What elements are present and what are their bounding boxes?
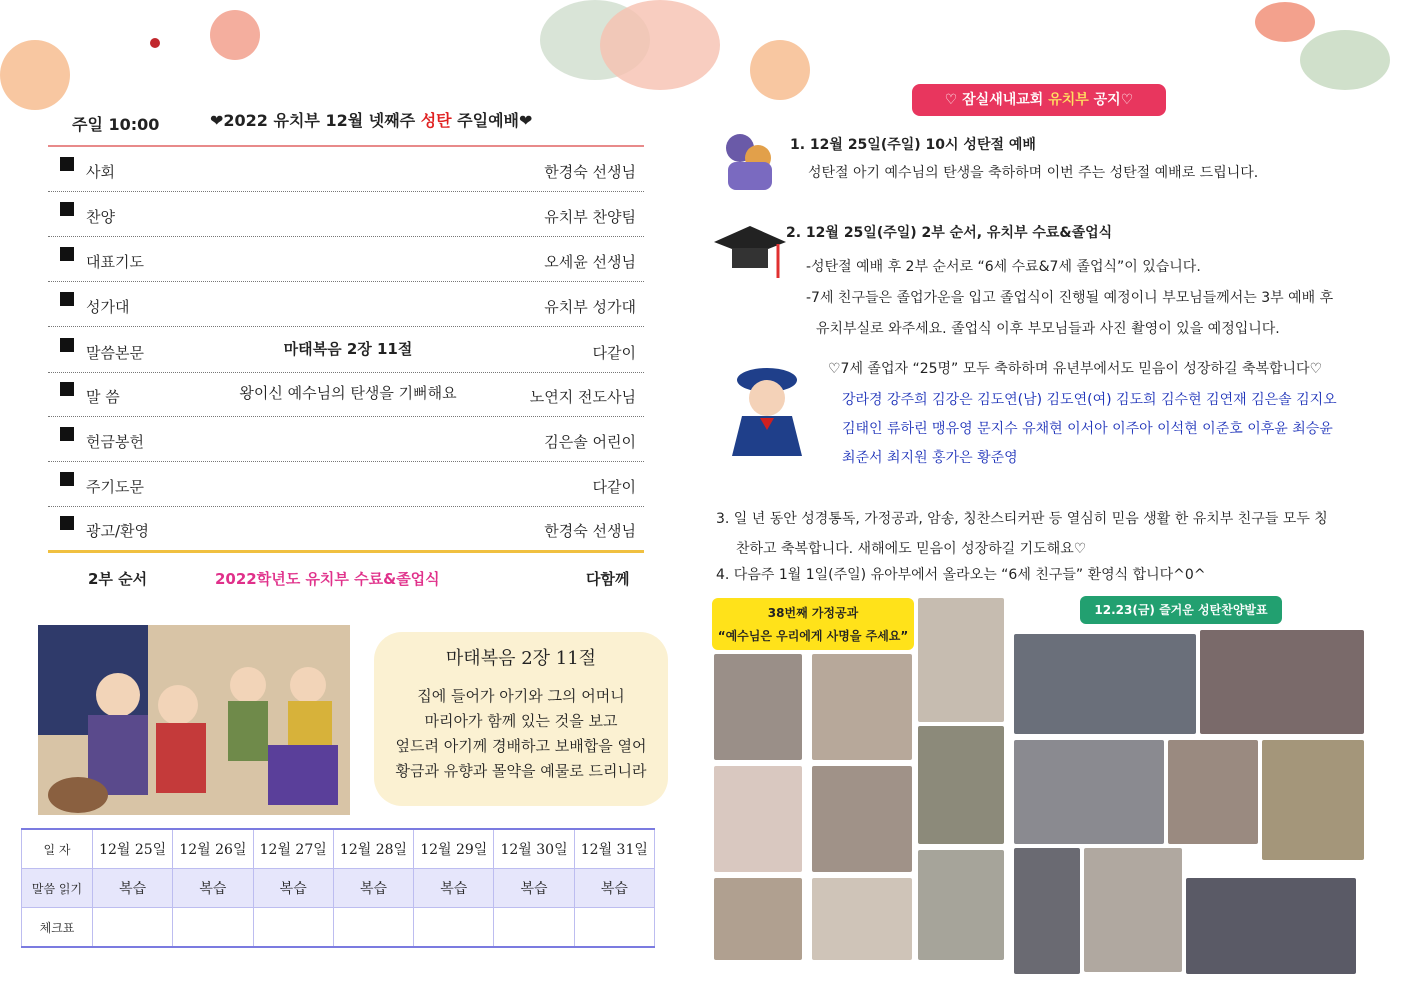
order-who: 다같이 xyxy=(592,344,636,362)
order-label: 말 씀 xyxy=(86,388,120,406)
service-title: ❤2022 유치부 12월 넷째주 성탄 주일예배❤ xyxy=(210,111,533,130)
verse-line: 집에 들어가 아기와 그의 어머니 xyxy=(417,687,625,705)
check-cell[interactable] xyxy=(414,908,494,948)
order-who: 노연지 전도사님 xyxy=(529,388,636,406)
notice-2-title: 2. 12월 25일(주일) 2부 순서, 유치부 수료&졸업식 xyxy=(786,225,1113,241)
photo xyxy=(714,766,802,872)
part2-label: 2부 순서 xyxy=(88,570,148,588)
date-cell: 12월 29일 xyxy=(414,829,494,869)
order-label: 말씀본문 xyxy=(86,344,144,362)
notice-4: 4. 다음주 1월 1일(주일) 유아부에서 올라오는 “6세 친구들” 환영식 합니다^0^ xyxy=(716,567,1206,583)
notice-2-body: -성탄절 예배 후 2부 순서로 “6세 수료&7세 졸업식”이 있습니다. -7세 친구들은 졸업가운을 입고 졸업식이 진행될 예정이니 부모님들께서는 3부 예배 후 유치부실로 와주세요. 졸업식 이후 부모님들과 사진 촬영이 있을 예정입니다. xyxy=(806,259,1334,337)
order-label: 성가대 xyxy=(86,298,130,316)
order-row xyxy=(48,237,644,282)
photo xyxy=(1262,740,1364,860)
bullet-square-icon xyxy=(60,157,74,171)
order-label: 대표기도 xyxy=(86,253,144,271)
order-detail: 왕이신 예수님의 탄생을 기뻐해요 xyxy=(239,384,457,402)
order-who: 김은솔 어린이 xyxy=(544,433,636,451)
part2-title: 2022학년도 유치부 수료&졸업식 xyxy=(215,570,440,588)
service-time: 주일 10:00 xyxy=(72,115,160,134)
flower-decoration xyxy=(600,0,720,90)
order-label: 주기도문 xyxy=(86,478,144,496)
photo xyxy=(1200,630,1364,734)
photo xyxy=(1014,848,1080,974)
order-detail: 마태복음 2장 11절 xyxy=(283,340,413,358)
verse-box xyxy=(374,632,668,806)
order-label: 찬양 xyxy=(86,208,115,226)
check-cell[interactable] xyxy=(253,908,333,948)
order-row xyxy=(48,192,644,237)
order-row xyxy=(48,372,644,417)
photo xyxy=(812,766,912,872)
carol-event-label: 12.23(금) 즐거운 성탄찬양발표 xyxy=(1080,596,1282,624)
order-who: 오세윤 선생님 xyxy=(544,253,636,271)
notice-banner: ♡ 잠실새내교회 유치부 공지♡ xyxy=(912,84,1166,116)
nativity-illustration xyxy=(38,625,350,815)
bullet-square-icon xyxy=(60,382,74,396)
photo xyxy=(812,654,912,760)
row-label: 말씀 읽기 xyxy=(22,869,93,908)
reading-cell: 복습 xyxy=(494,869,574,908)
photo xyxy=(918,850,1004,960)
verse-line: 마리아가 함께 있는 것을 보고 xyxy=(424,712,618,730)
check-cell[interactable] xyxy=(574,908,654,948)
order-row xyxy=(48,417,644,462)
verse-title: 마태복음 2장 11절 xyxy=(445,648,597,669)
order-who: 유치부 찬양팀 xyxy=(544,208,636,226)
flower-decoration xyxy=(0,40,70,110)
bullet-square-icon xyxy=(60,338,74,352)
row-label: 일 자 xyxy=(22,829,93,869)
order-row xyxy=(48,506,644,551)
date-cell: 12월 27일 xyxy=(253,829,333,869)
photo xyxy=(1014,740,1164,844)
part2-who: 다함께 xyxy=(586,570,630,588)
notice-1-body: 성탄절 아기 예수님의 탄생을 축하하며 이번 주는 성탄절 예배로 드립니다. xyxy=(808,165,1259,181)
bullet-square-icon xyxy=(60,292,74,306)
order-label: 광고/환영 xyxy=(86,522,150,540)
order-row xyxy=(48,147,644,192)
photo xyxy=(714,878,802,960)
reading-cell: 복습 xyxy=(173,869,253,908)
holy-family-icon xyxy=(718,126,780,192)
bullet-square-icon xyxy=(60,516,74,530)
date-cell: 12월 25일 xyxy=(93,829,173,869)
order-row xyxy=(48,328,644,373)
bullet-square-icon xyxy=(60,202,74,216)
graduation-message: ♡7세 졸업자 “25명” 모두 축하하며 유년부에서도 믿음이 성장하길 축복합니다♡ xyxy=(828,361,1323,377)
family-lesson-label: 38번째 가정공과 “예수님은 우리에게 사명을 주세요” xyxy=(712,598,914,650)
photo xyxy=(714,654,802,760)
flower-decoration xyxy=(150,38,160,48)
graduate-names: 강라경 강주희 김강은 김도연(남) 김도연(여) 김도희 김수현 김연재 김은솔 김지오 김태인 류하린 맹유영 문지수 유채현 이서아 이주아 이석현 이준호 이후윤 최승윤 최준서 최지원 홍가은 황준영 xyxy=(842,392,1337,466)
date-cell: 12월 31일 xyxy=(574,829,654,869)
reading-cell: 복습 xyxy=(253,869,333,908)
photo xyxy=(1014,634,1196,734)
verse-line: 엎드려 아기께 경배하고 보배합을 열어 xyxy=(395,737,647,755)
verse-line: 황금과 유향과 몰약을 예물로 드리니라 xyxy=(395,762,647,780)
check-cell[interactable] xyxy=(93,908,173,948)
reading-table xyxy=(21,828,655,948)
notice-3: 3. 일 년 동안 성경통독, 가정공과, 암송, 칭찬스티커판 등 열심히 믿음 생활 한 유치부 친구들 모두 칭 찬하고 축복합니다. 새해에도 믿음이 성장하길 기도해요♡ xyxy=(716,511,1328,557)
flower-decoration xyxy=(1300,30,1390,90)
photo xyxy=(1168,740,1258,844)
flower-decoration xyxy=(1255,2,1315,42)
photo xyxy=(812,878,912,960)
check-cell[interactable] xyxy=(173,908,253,948)
flower-decoration xyxy=(210,10,260,60)
row-label: 체크표 xyxy=(22,908,93,948)
photo xyxy=(1186,878,1356,974)
graduate-child-icon xyxy=(722,360,812,458)
photo xyxy=(1084,848,1182,972)
reading-cell: 복습 xyxy=(93,869,173,908)
bullet-square-icon xyxy=(60,427,74,441)
notice-1-title: 1. 12월 25일(주일) 10시 성탄절 예배 xyxy=(790,137,1036,153)
part2-divider xyxy=(48,550,644,553)
check-cell[interactable] xyxy=(333,908,413,948)
photo xyxy=(918,598,1004,722)
photo xyxy=(918,726,1004,844)
date-cell: 12월 26일 xyxy=(173,829,253,869)
flower-decoration xyxy=(750,40,810,100)
date-cell: 12월 28일 xyxy=(333,829,413,869)
order-who: 유치부 성가대 xyxy=(544,298,636,316)
reading-cell: 복습 xyxy=(414,869,494,908)
bullet-square-icon xyxy=(60,472,74,486)
order-row xyxy=(48,282,644,327)
reading-cell: 복습 xyxy=(574,869,654,908)
order-who: 다같이 xyxy=(592,478,636,496)
reading-cell: 복습 xyxy=(333,869,413,908)
check-cell[interactable] xyxy=(494,908,574,948)
order-who: 한경숙 선생님 xyxy=(544,522,636,540)
order-label: 헌금봉헌 xyxy=(86,433,144,451)
order-who: 한경숙 선생님 xyxy=(544,163,636,181)
order-label: 사회 xyxy=(86,163,115,181)
bullet-square-icon xyxy=(60,247,74,261)
date-cell: 12월 30일 xyxy=(494,829,574,869)
order-row xyxy=(48,462,644,507)
graduation-cap-icon xyxy=(712,222,788,286)
